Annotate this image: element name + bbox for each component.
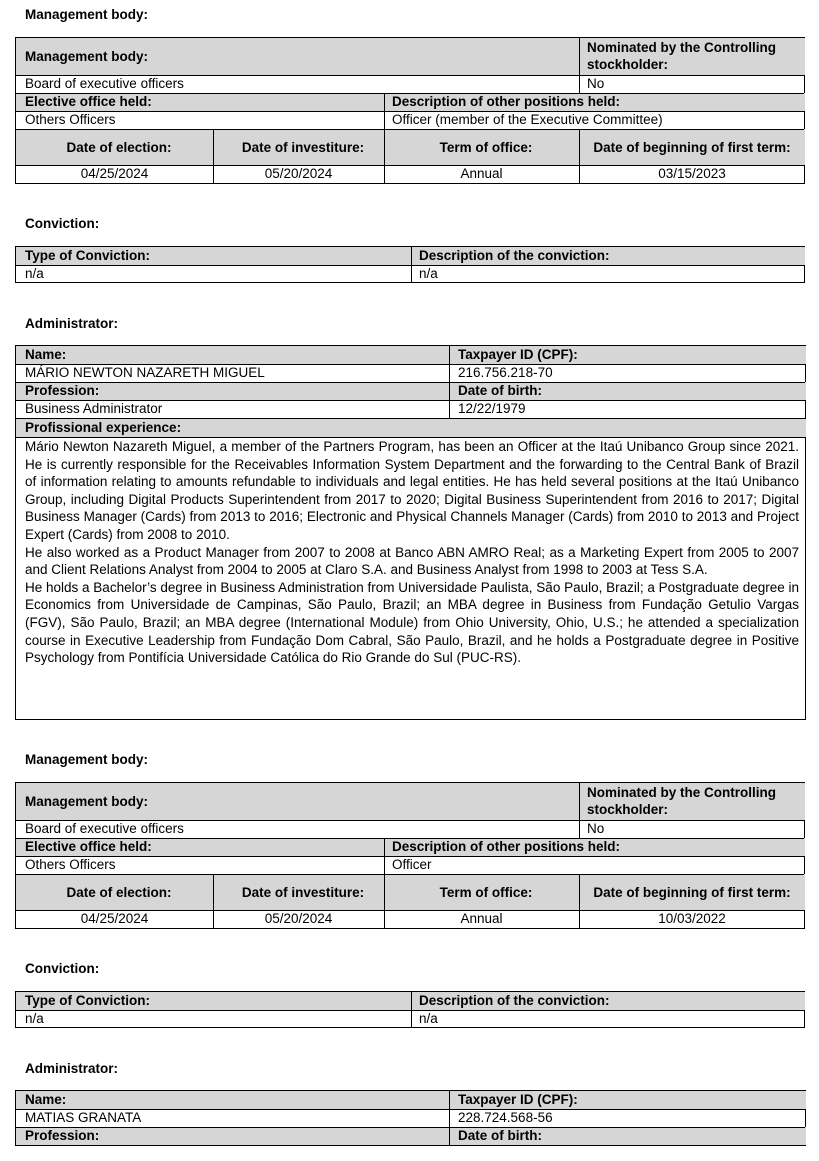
date-of-investiture: 05/20/2024 [264,166,333,181]
header-profession: Profession: [16,382,449,400]
other-positions-value: Officer (member of the Executive Committee) [392,112,663,127]
section-title-administrator: Administrator: [25,1061,119,1076]
header-nominated: Nominated by the Controlling stockholder: [579,783,805,820]
header-type-of-conviction: Type of Conviction: [16,992,411,1010]
header-term-of-office: Term of office: [384,129,579,165]
experience-paragraph: He also worked as a Product Manager from 2007 to 2008 at Banco ABN AMRO Real; as a Marketing Expert from 2005 to 2007 and Client Relations Analyst from 2004 to 2005 at Claro S.A. and Business Analyst from 1998 to 2003 at Tess S.A. [25,544,799,578]
header-date-of-investiture: Date of investiture: [213,874,384,910]
header-other-positions: Description of other positions held: [384,838,805,856]
management-body-table [15,782,805,929]
term-of-office: Annual [460,911,503,926]
experience-paragraph: Mário Newton Nazareth Miguel, a member of the Partners Program, has been an Officer at the Itaú Unibanco Group since 2021. He is currently responsible for the Receivables Information System Department and the forwarding to the Central Bank of Brazil of information relating to amounts refundable to individuals and legal entities. He has held several positions at the Itaú Unibanco Group, including Digital Products Superintendent from 2017 to 2020; Digital Business Superintendent from 2016 to 2017; Digital Business Manager (Cards) from 2013 to 2016; Electronic and Physical Channels Manager (Cards) from 2010 to 2013 and Project Expert (Cards) from 2008 to 2010. [25,439,799,542]
header-date-of-investiture: Date of investiture: [213,129,384,165]
section-title-administrator: Administrator: [25,316,119,331]
header-elective-office: Elective office held: [16,838,384,856]
header-conviction-description: Description of the conviction: [411,992,805,1010]
conviction-type: n/a [25,1011,44,1026]
term-of-office: Annual [460,166,503,181]
conviction-type: n/a [25,266,44,281]
elective-office-value: Others Officers [25,857,116,872]
conviction-table [15,991,805,1028]
administrator-name: MÁRIO NEWTON NAZARETH MIGUEL [25,365,265,380]
header-first-term: Date of beginning of first term: [579,874,805,910]
section-title-management-body: Management body: [25,752,149,767]
header-other-positions: Description of other positions held: [384,93,805,111]
conviction-description: n/a [419,1011,438,1026]
elective-office-value: Others Officers [25,112,116,127]
header-date-of-birth: Date of birth: [449,382,806,400]
header-type-of-conviction: Type of Conviction: [16,247,411,265]
experience-paragraph: He holds a Bachelor’s degree in Business Administration from Universidade Paulista, São Paulo, Brazil; a Postgraduate degree in Economics from Universidade de Campinas, São Paulo, Brazil; an MBA degree in Business from Fundação Getulio Vargas (FGV), São Paulo, Brazil; an MBA degree (International Module) from Ohio University, Ohio, U.S.; he attended a specialization course in Executive Leadership from Fundação Dom Cabral, São Paulo, Brazil, and he holds a Postgraduate degree in Positive Psychology from Pontifícia Universidade Católica do Rio Grande do Sul (PUC-RS). [25,579,799,666]
header-management-body: Management body: [16,783,579,820]
header-taxpayer-id: Taxpayer ID (CPF): [449,346,806,364]
profession: Business Administrator [25,401,163,416]
section-title-conviction: Conviction: [25,216,100,231]
header-first-term: Date of beginning of first term: [579,129,805,165]
conviction-table [15,246,805,283]
header-name: Name: [16,1091,449,1109]
header-term-of-office: Term of office: [384,874,579,910]
header-date-of-election: Date of election: [16,129,213,165]
date-of-election: 04/25/2024 [80,911,149,926]
nominated-value: No [587,76,605,91]
header-date-of-birth: Date of birth: [449,1127,806,1145]
administrator-table [15,1090,806,1146]
administrator-name: MATIAS GRANATA [25,1110,142,1125]
conviction-description: n/a [419,266,438,281]
header-professional-experience: Profissional experience: [16,419,806,437]
professional-experience-text [25,438,799,667]
administrator-table [15,345,806,720]
header-name: Name: [16,346,449,364]
header-profession: Profession: [16,1127,449,1145]
taxpayer-id: 216.756.218-70 [458,365,553,380]
section-title-conviction: Conviction: [25,961,100,976]
first-term-date: 10/03/2022 [658,911,726,926]
nominated-value: No [587,821,605,836]
date-of-birth: 12/22/1979 [458,401,526,416]
other-positions-value: Officer [392,857,432,872]
management-body-value: Board of executive officers [25,76,184,91]
header-taxpayer-id: Taxpayer ID (CPF): [449,1091,806,1109]
date-of-election: 04/25/2024 [80,166,149,181]
header-nominated: Nominated by the Controlling stockholder: [579,38,805,75]
section-title-management-body: Management body: [25,7,149,22]
management-body-table [15,37,805,184]
taxpayer-id: 228.724.568-56 [458,1110,553,1125]
header-elective-office: Elective office held: [16,93,384,111]
header-date-of-election: Date of election: [16,874,213,910]
first-term-date: 03/15/2023 [658,166,726,181]
date-of-investiture: 05/20/2024 [264,911,333,926]
header-management-body: Management body: [16,38,579,75]
management-body-value: Board of executive officers [25,821,184,836]
header-conviction-description: Description of the conviction: [411,247,805,265]
